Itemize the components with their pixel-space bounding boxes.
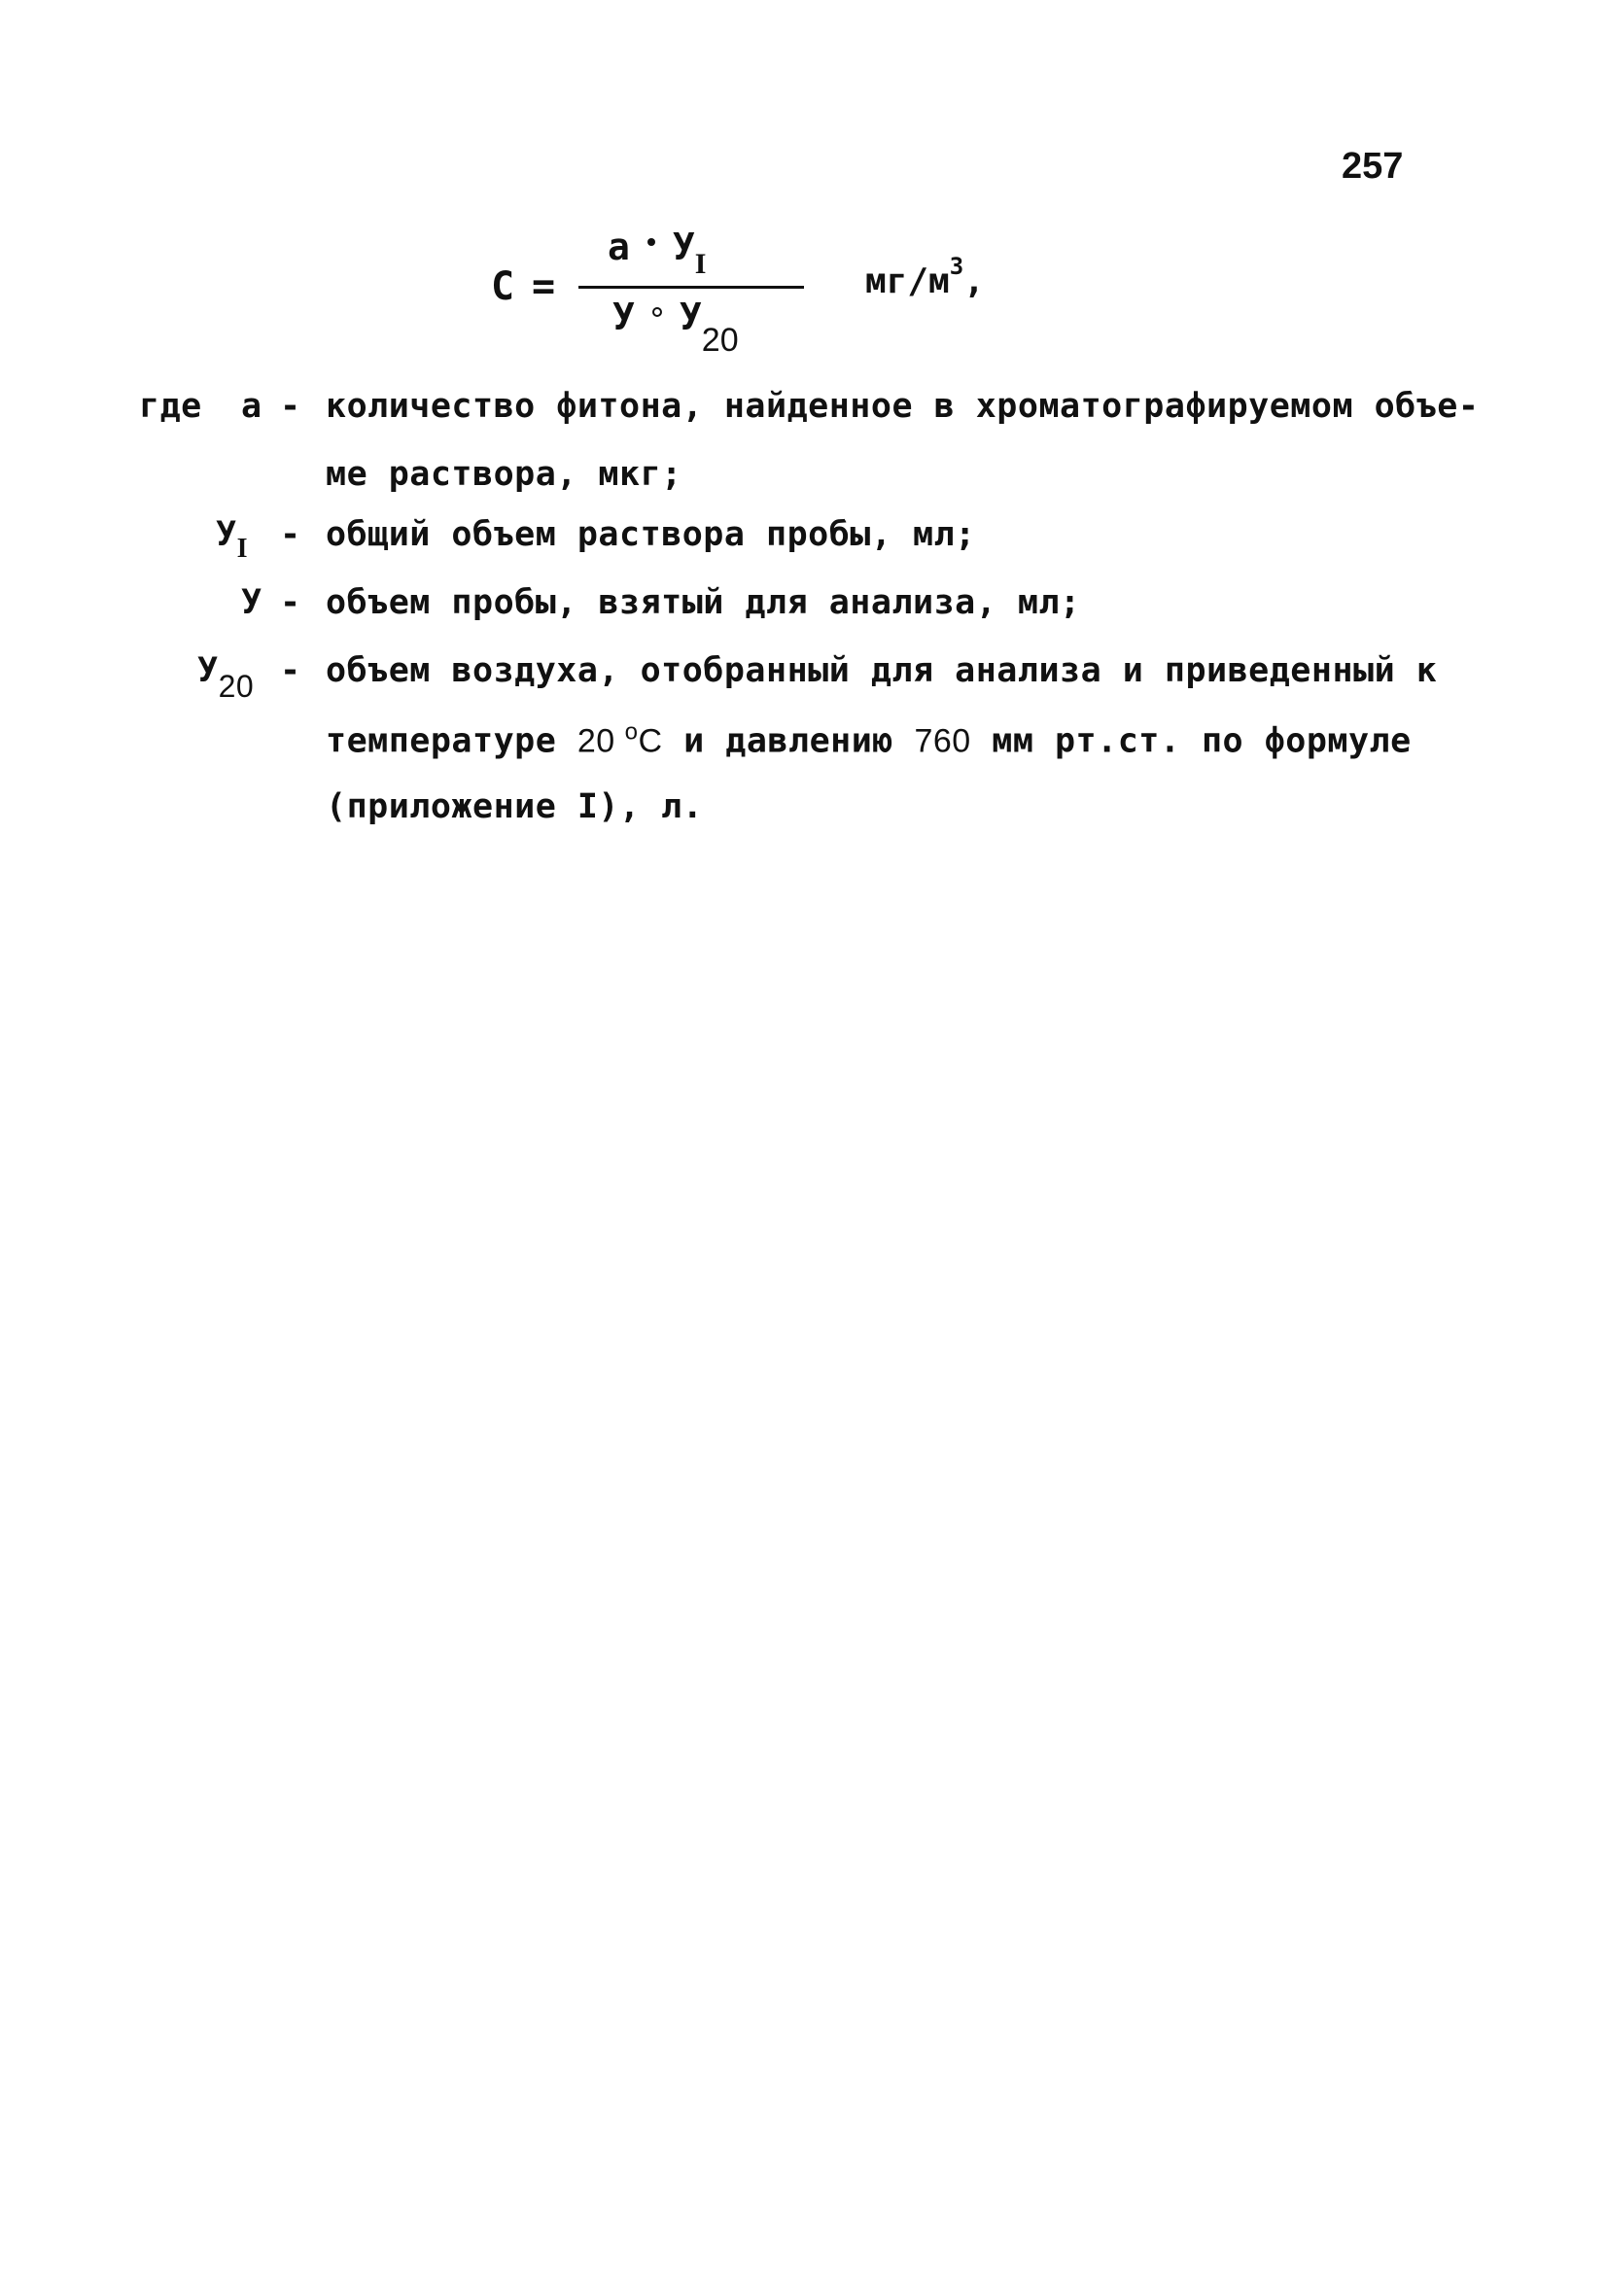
definition-text: объем пробы, взятый для анализа, мл; (326, 583, 1081, 622)
units-comma: , (963, 261, 985, 301)
definition-dash: - (280, 387, 301, 426)
degree-sup: o (624, 719, 639, 746)
concentration-formula (491, 226, 1035, 362)
multiply-dot-icon (652, 307, 662, 317)
degree-mark (615, 719, 639, 759)
fraction-bar (578, 286, 804, 289)
temperature-value: 20 (576, 722, 615, 760)
denominator-v20: У (679, 296, 702, 338)
symbol-sub: I (236, 534, 248, 564)
units-sup: 3 (949, 253, 964, 280)
formula-denominator (612, 296, 739, 359)
definition-text: количество фитона, найденное в хроматографируемом объе- (326, 387, 1480, 426)
text-part: температуре (326, 721, 577, 761)
definition-symbol (197, 651, 255, 704)
denominator-v: У (612, 296, 635, 338)
formula-units (865, 253, 985, 301)
numerator-v: У (672, 226, 695, 268)
units-text: мг/м (865, 261, 950, 301)
numerator-a: a (608, 226, 630, 268)
formula-equals: = (532, 264, 556, 309)
formula-lhs: C (491, 264, 515, 309)
definition-text: объем воздуха, отобранный для анализа и приведенный к (326, 651, 1438, 690)
denominator-v20-sub: 20 (701, 322, 739, 359)
definition-dash: - (280, 651, 301, 690)
symbol-sub: 20 (218, 669, 255, 704)
multiply-dot-icon (647, 238, 655, 246)
text-part: мм рт.ст. по формуле (970, 721, 1412, 761)
definition-text: общий объем раствора пробы, мл; (326, 515, 976, 554)
text-part: и давлению (662, 721, 915, 761)
definition-dash: - (280, 515, 301, 554)
definition-symbol (216, 515, 248, 564)
definition-text (326, 719, 1412, 760)
definition-symbol: У (241, 583, 262, 622)
celsius-letter: C (638, 722, 663, 760)
numerator-v-sub: I (694, 248, 707, 280)
definition-text: (приложение I), л. (326, 787, 704, 826)
pressure-value: 760 (914, 722, 971, 760)
definition-dash: - (280, 583, 301, 622)
page-number: 257 (1342, 146, 1404, 187)
definition-symbol: а (241, 387, 262, 426)
definition-text: ме раствора, мкг; (326, 455, 682, 494)
formula-numerator (608, 226, 707, 280)
symbol-base: У (197, 651, 219, 690)
where-label: где (139, 387, 202, 426)
symbol-base: У (216, 515, 237, 554)
